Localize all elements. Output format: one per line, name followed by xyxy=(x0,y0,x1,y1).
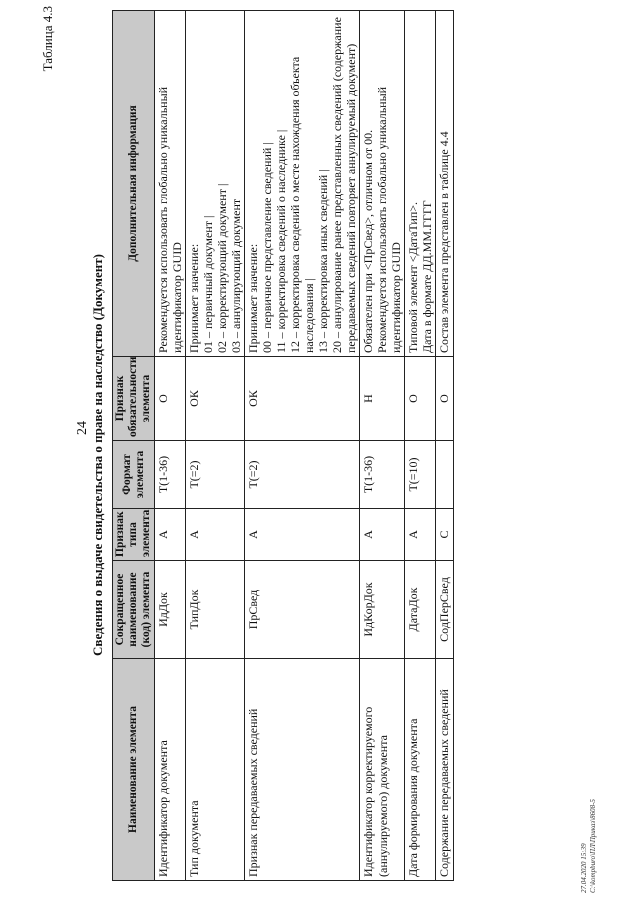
table-row xyxy=(405,11,436,881)
info-line: 02 – корректирующий документ | xyxy=(215,183,229,353)
cell-info xyxy=(186,11,245,357)
info-line: Дата в формате ДД.ММ.ГГГГ xyxy=(420,200,434,353)
cell-type: С xyxy=(436,509,454,561)
cell-code: ДатаДок xyxy=(405,561,436,659)
cell-name: Идентификатор корректируемого (аннулируемого) документа xyxy=(360,659,405,881)
info-line: 03 – аннулирующий документ xyxy=(229,198,243,353)
document-title: Сведения о выдаче свидетельства о праве на наследство (Документ) xyxy=(90,254,105,656)
cell-format: T(1-36) xyxy=(155,441,186,509)
stamp-line: С:\kompburo\ПЛ\Приказ\8608-5 xyxy=(589,799,597,893)
page-number: 24 xyxy=(75,421,90,435)
info-line: Обязателен при <ПрСвед>, отличном от 00. xyxy=(361,129,375,353)
cell-code: ИдДок xyxy=(155,561,186,659)
info-line: Состав элемента представлен в таблице 4.4 xyxy=(437,131,451,353)
cell-format xyxy=(436,441,454,509)
cell-type: А xyxy=(186,509,245,561)
cell-code: ПрСвед xyxy=(245,561,360,659)
info-line: 11 – корректировка сведений о наследнике | xyxy=(274,129,288,353)
info-line: 13 – корректировка иных сведений | xyxy=(316,169,330,353)
cell-format: T(=10) xyxy=(405,441,436,509)
cell-name: Идентификатор документа xyxy=(155,659,186,881)
cell-required: О xyxy=(436,357,454,441)
cell-info xyxy=(360,11,405,357)
header-info: Дополнительная информация xyxy=(113,11,155,357)
header-name: Наименование элемента xyxy=(113,659,155,881)
table-caption: Таблица 4.3 xyxy=(40,6,55,72)
header-required: Признак обязательности элемента xyxy=(113,357,155,441)
cell-name: Дата формирования документа xyxy=(405,659,436,881)
cell-name: Тип документа xyxy=(186,659,245,881)
cell-required: О xyxy=(405,357,436,441)
table-row xyxy=(360,11,405,881)
cell-required: Н xyxy=(360,357,405,441)
cell-name: Признак передаваемых сведений xyxy=(245,659,360,881)
header-type: Признак типа элемента xyxy=(113,509,155,561)
spec-table xyxy=(112,10,454,881)
info-line: Типовой элемент <ДатаТип>. xyxy=(406,201,420,353)
info-line: Принимает значение: xyxy=(187,243,201,353)
header-format: Формат элемента xyxy=(113,441,155,509)
cell-info xyxy=(155,11,186,357)
cell-format: T(1-36) xyxy=(360,441,405,509)
cell-type: А xyxy=(360,509,405,561)
info-line: 12 – корректировка сведений о месте нахождения объекта наследования | xyxy=(288,56,316,353)
header-code: Сокращенное наименование (код) элемента xyxy=(113,561,155,659)
cell-type: А xyxy=(405,509,436,561)
cell-required: ОК xyxy=(245,357,360,441)
info-line: 20 – аннулирование ранее представленных сведений (содержание передаваемых сведений повторяет аннулируемый документ) xyxy=(330,17,358,353)
stamp-line: 27.04.2020 15:39 xyxy=(580,843,588,893)
cell-format: T(=2) xyxy=(186,441,245,509)
cell-info xyxy=(436,11,454,357)
cell-format: T(=2) xyxy=(245,441,360,509)
cell-required: ОК xyxy=(186,357,245,441)
cell-type: А xyxy=(155,509,186,561)
info-line: 00 – первичное представление сведений | xyxy=(260,142,274,353)
info-line: Рекомендуется использовать глобально уникальный идентификатор GUID xyxy=(156,86,184,353)
info-line: Рекомендуется использовать глобально уникальный идентификатор GUID xyxy=(375,86,403,353)
cell-code: ТипДок xyxy=(186,561,245,659)
info-line: 01 – первичный документ | xyxy=(201,215,215,353)
table-row xyxy=(245,11,360,881)
footer-stamp xyxy=(580,799,598,893)
table-row xyxy=(436,11,454,881)
table-header-row xyxy=(113,11,155,881)
cell-info xyxy=(405,11,436,357)
cell-code: СодПерСвед xyxy=(436,561,454,659)
table-row xyxy=(186,11,245,881)
cell-required: О xyxy=(155,357,186,441)
info-line: Принимает значение: xyxy=(246,243,260,353)
cell-info xyxy=(245,11,360,357)
table-row xyxy=(155,11,186,881)
cell-type: А xyxy=(245,509,360,561)
cell-code: ИдКорДок xyxy=(360,561,405,659)
cell-name: Содержание передаваемых сведений xyxy=(436,659,454,881)
